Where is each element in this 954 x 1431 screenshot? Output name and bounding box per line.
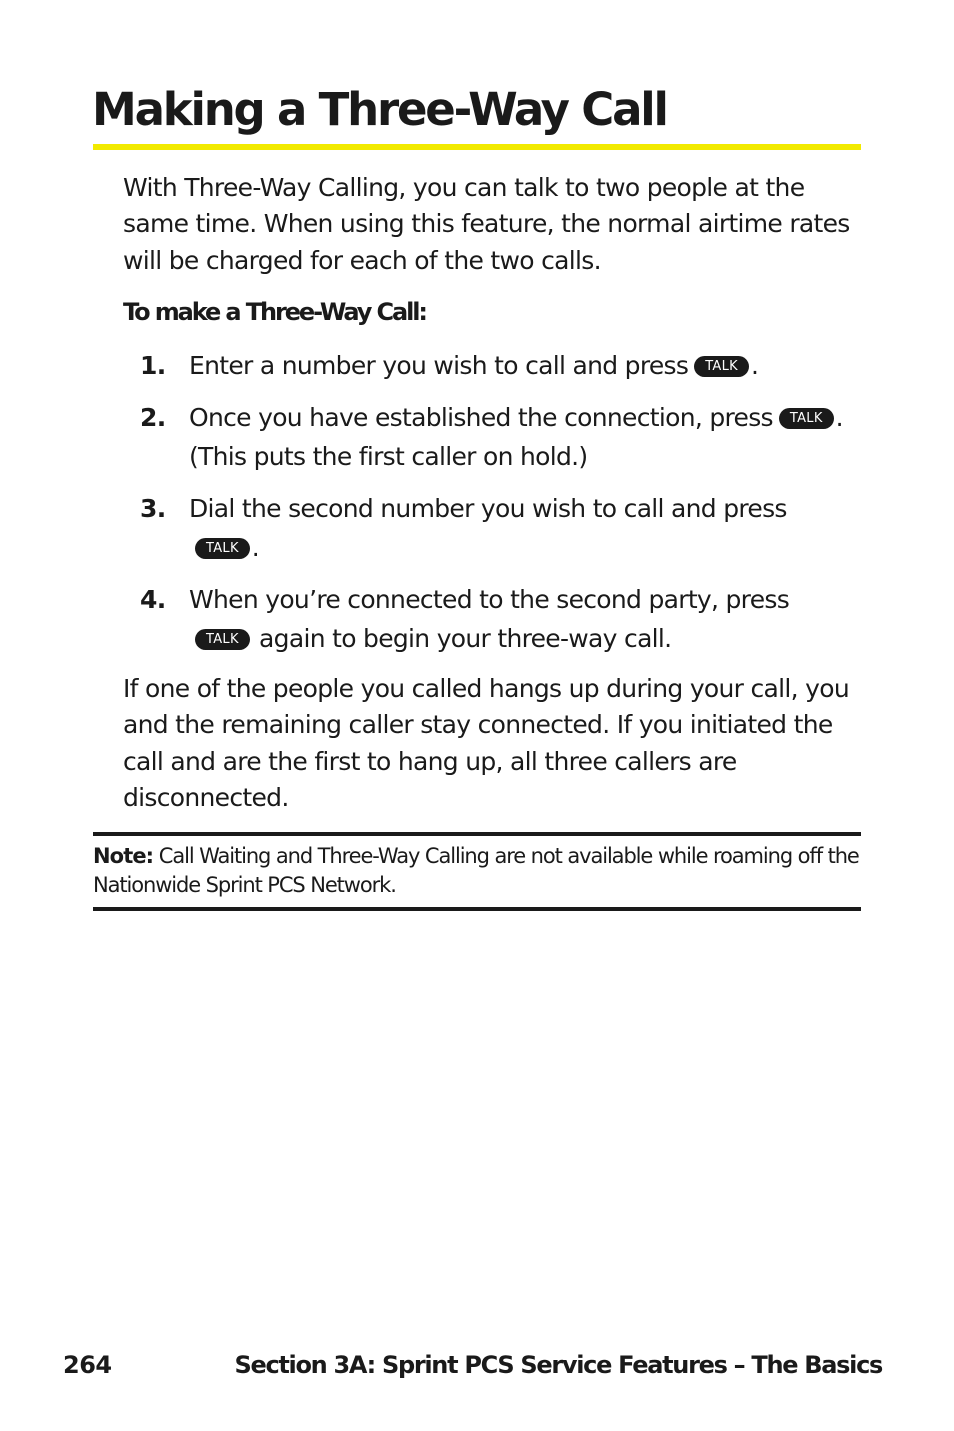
page-title: Making a Three-Way Call	[92, 83, 667, 136]
step-text-before: Dial the second number you wish to call and press	[189, 494, 787, 523]
step-text-before: When you’re connected to the second party, press	[189, 585, 790, 614]
step-text-before: Once you have established the connection, press	[189, 403, 773, 432]
talk-key-icon: TALK	[195, 629, 250, 650]
intro-paragraph: With Three-Way Calling, you can talk to two people at the same time. When using this feature, the normal airtime rates will be charged for each of the two calls.	[123, 173, 850, 275]
note-body: Call Waiting and Three-Way Calling are not available while roaming off the Nationwide Sprint PCS Network.	[93, 844, 859, 897]
note-text	[93, 842, 861, 900]
step-text-after: .	[251, 532, 260, 562]
step-text-after: again to begin your three-way call.	[251, 623, 672, 653]
step-number: 2.	[140, 403, 166, 432]
step-text	[189, 581, 849, 658]
step-number: 4.	[140, 585, 166, 614]
step-text-after: .	[750, 351, 759, 380]
step-number: 1.	[140, 351, 166, 380]
talk-key-icon: TALK	[694, 356, 749, 377]
step-text	[189, 490, 849, 567]
step-text-after: . (This puts the first caller on hold.)	[189, 403, 843, 471]
page-number: 264	[63, 1351, 112, 1379]
step-text-before: Enter a number you wish to call and press	[189, 351, 689, 380]
note-label: Note:	[93, 844, 154, 868]
outro-paragraph: If one of the people you called hangs up during your call, you and the remaining caller stay connected. If you initiated the call and are the first to hang up, all three callers are disconnected.	[123, 674, 849, 812]
talk-key-icon: TALK	[779, 408, 834, 429]
title-underline	[93, 144, 861, 150]
note-box	[93, 832, 861, 911]
section-footer: Section 3A: Sprint PCS Service Features – The Basics	[234, 1351, 882, 1379]
procedure-heading: To make a Three-Way Call:	[123, 298, 426, 326]
step-text	[189, 399, 849, 476]
step-text	[189, 347, 849, 386]
step-number: 3.	[140, 494, 166, 523]
talk-key-icon: TALK	[195, 538, 250, 559]
